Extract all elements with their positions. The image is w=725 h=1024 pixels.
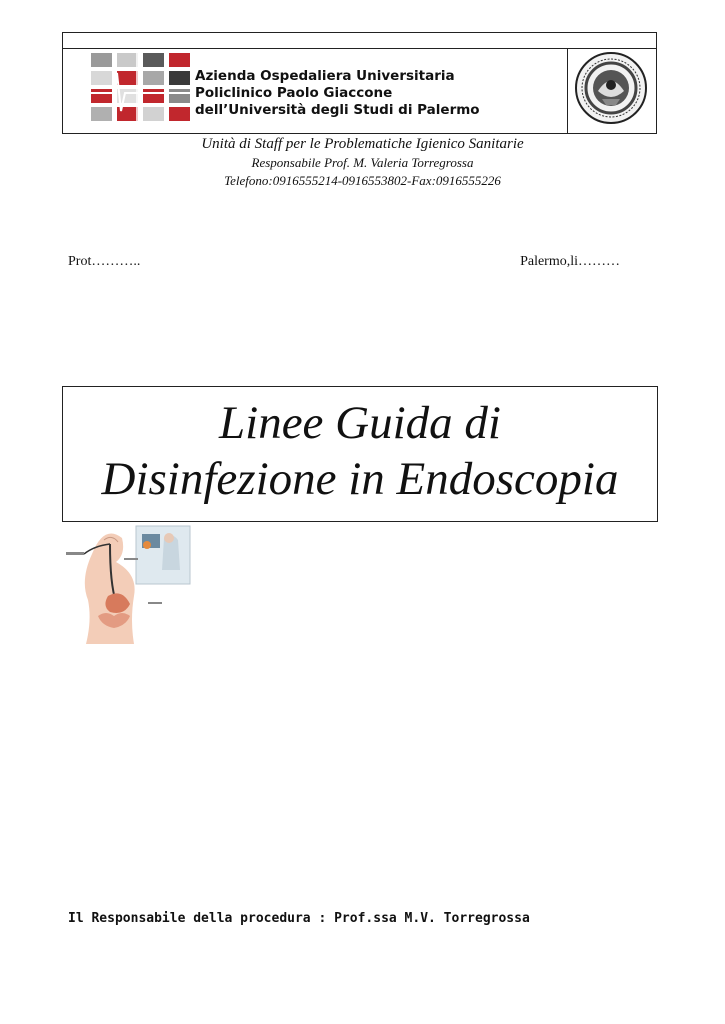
staff-responsible: Responsabile Prof. M. Valeria Torregrossa bbox=[251, 155, 474, 170]
header-frame bbox=[62, 32, 657, 134]
procedure-responsible: Il Responsabile della procedura : Prof.ssa M.V. Torregrossa bbox=[68, 911, 530, 926]
document-title-line-2: Disinfezione in Endoscopia bbox=[101, 453, 619, 505]
header-top-strip bbox=[63, 33, 656, 49]
document-title-line-1: Linee Guida di bbox=[219, 397, 501, 449]
hospital-name-line: Azienda Ospedaliera Universitaria bbox=[195, 68, 455, 84]
hospital-name-line: Policlinico Paolo Giaccone bbox=[195, 85, 393, 101]
hospital-name bbox=[195, 68, 480, 119]
protocol-number: Prot……….. bbox=[68, 254, 141, 269]
header-divider bbox=[567, 48, 568, 133]
hospital-logo-icon bbox=[91, 53, 191, 123]
university-seal-icon bbox=[574, 51, 648, 125]
staff-contacts: Telefono:0916555214-0916553802-Fax:0916555226 bbox=[224, 173, 501, 188]
hospital-name-line: dell’Università degli Studi di Palermo bbox=[195, 102, 480, 118]
title-frame bbox=[62, 386, 658, 522]
staff-info bbox=[0, 134, 725, 190]
endoscopy-illustration-icon bbox=[64, 524, 192, 646]
place-date: Palermo,li……… bbox=[520, 254, 620, 269]
staff-unit: Unità di Staff per le Problematiche Igienico Sanitarie bbox=[201, 136, 524, 152]
